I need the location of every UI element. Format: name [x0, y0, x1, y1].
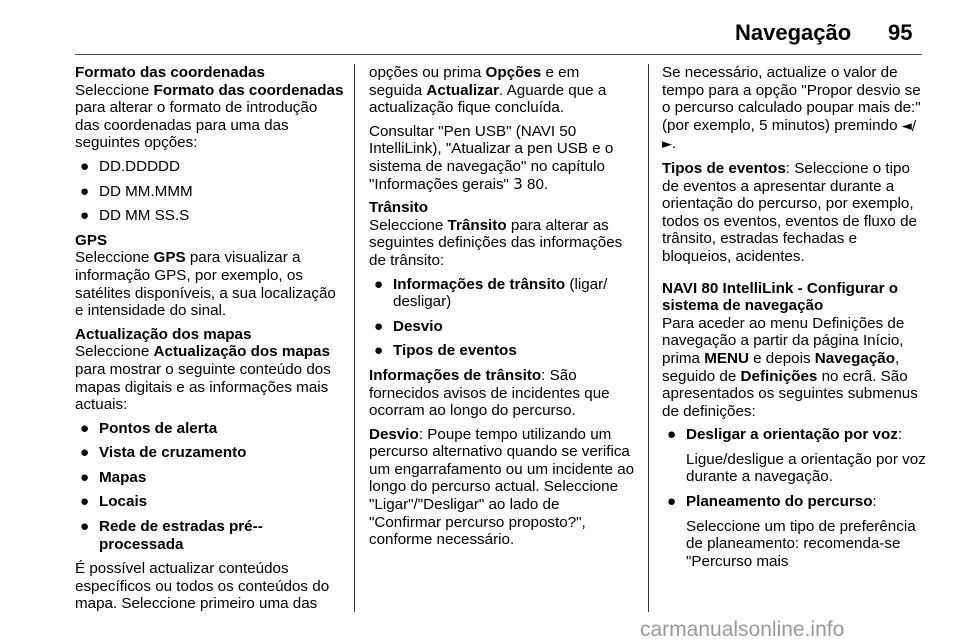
maps-list [75, 420, 345, 554]
detour-time-paragraph: Se necessário, actualize o valor de tempo para a opção "Propor desvio se o percurso calculado poupar mais de:" (por exemplo, 5 minutos) premindo ◄/►. [662, 64, 921, 153]
bullet-icon: ● [80, 157, 90, 175]
header-rule [75, 54, 922, 55]
column-2 [369, 64, 635, 555]
bullet-icon: ● [80, 419, 90, 437]
list-item: ● DD MM.MMM [80, 182, 193, 200]
list-item-description: Ligue/desligue a orientação por voz durante a navegação. [686, 450, 926, 486]
gps-paragraph: Seleccione GPS para visualizar a informação GPS, por exemplo, os satélites disponíveis, a sua localização e intensidade do sinal. [75, 249, 336, 320]
bullet-icon: ● [80, 468, 90, 486]
section-heading-coordinates: Formato das coordenadas [75, 64, 265, 81]
maps-paragraph-2: É possível actualizar conteúdos específicos ou todos os conteúdos do mapa. Seleccione primeiro uma das [75, 560, 330, 613]
list-item: ● Planeamento do percurso: Seleccione um tipo de preferência de planeamento: recomenda-se "Percurso mais [662, 493, 930, 570]
column-divider [648, 64, 649, 612]
traffic-info-paragraph: Informações de trânsito: São fornecidos avisos de incidentes que ocorram ao longo do percurso. [369, 366, 610, 420]
section-heading-gps: GPS [75, 231, 108, 249]
page-header [0, 0, 960, 52]
menu-term: GPS [153, 249, 186, 267]
bullet-icon: ● [374, 342, 384, 360]
arrow-left-right-icon: ◄/► [662, 118, 917, 153]
list-item: ● DD MM SS.S [80, 207, 190, 225]
menu-term: MENU [704, 349, 749, 367]
navi80-paragraph: Para aceder ao menu Definições de navegação a partir da página Início, prima MENU e depois Navegação, seguido de Definições no ecrã. São apresentados os seguintes submenus de definições: [662, 314, 918, 420]
menu-term: Navegação [814, 349, 895, 367]
bullet-icon: ● [667, 426, 677, 444]
list-item: ● Mapas [80, 468, 147, 486]
coordinates-list [75, 158, 345, 225]
section-heading-traffic: Trânsito [369, 199, 429, 217]
navi80-list [662, 426, 930, 570]
page-reference-icon: 3 [513, 174, 523, 193]
event-types-paragraph: Tipos de eventos: Seleccione o tipo de eventos a apresentar durante a orientação do percurso, por exemplo, todos os eventos, eventos de fluxo de trânsito, estradas fechadas e bloqueios, acidentes. [662, 159, 917, 265]
detour-paragraph: Desvio: Poupe tempo utilizando um percurso alternativo quando se verifica um engarrafamento ou um incidente ao longo do percurso actual. Seleccione "Ligar"/"Desligar" ao lado de "Confirmar percurso proposto?", conforme necessário. [369, 425, 635, 549]
list-item: ● Pontos de alerta [80, 419, 218, 437]
page-number: 95 [888, 20, 913, 45]
bullet-icon: ● [80, 518, 90, 536]
traffic-paragraph: Seleccione Trânsito para alterar as seguintes definições das informações de trânsito: [369, 216, 623, 269]
bullet-icon: ● [374, 275, 384, 293]
bullet-icon: ● [80, 182, 90, 200]
bullet-icon: ● [80, 207, 90, 225]
column-1 [75, 64, 345, 619]
maps-paragraph: Seleccione Actualização dos mapas para mostrar o seguinte conteúdo dos mapas digitais e as informações mais actuais: [75, 343, 331, 414]
column-divider [354, 64, 355, 612]
menu-term: Definições [740, 367, 818, 385]
section-heading-navi80: NAVI 80 IntelliLink - Configurar o sistema de navegação [662, 279, 898, 315]
watermark: carmanualsonline.info [640, 618, 845, 641]
bullet-icon: ● [80, 444, 90, 462]
list-item: ● Vista de cruzamento [80, 444, 247, 462]
menu-term: Actualizar [426, 81, 500, 99]
page-title: Navegação [735, 20, 852, 45]
menu-term: Actualização dos mapas [153, 343, 330, 361]
list-item: ● Locais [80, 493, 148, 511]
section-heading-maps: Actualização dos mapas [75, 325, 252, 343]
list-item: ● DD.DDDDD [80, 157, 180, 175]
column-3 [662, 64, 930, 577]
usb-paragraph: Consultar "Pen USB" (NAVI 50 IntelliLink), "Atualizar a pen USB e o sistema de navegação" no capítulo "Informações gerais" 3 80. [369, 122, 614, 193]
menu-term: Formato das coordenadas [153, 81, 344, 99]
list-item: ● Tipos de eventos [374, 342, 517, 360]
list-item: ● Desvio [374, 317, 443, 335]
traffic-list [369, 276, 635, 360]
menu-term: Opções [485, 64, 542, 81]
bullet-icon: ● [80, 493, 90, 511]
options-paragraph: opções ou prima Opções e em seguida Actualizar. Aguarde que a actualização fique concluída. [369, 64, 607, 117]
list-item: ● Rede de estradas pré--processada [80, 518, 263, 553]
bullet-icon: ● [667, 493, 677, 511]
list-item: ● Desligar a orientação por voz: Ligue/desligue a orientação por voz durante a navegação. [662, 426, 930, 486]
list-item-description: Seleccione um tipo de preferência de planeamento: recomenda-se "Percurso mais [686, 517, 916, 570]
coordinates-paragraph: Seleccione Formato das coordenadas para alterar o formato de introdução das coordenadas para uma das seguintes opções: [75, 81, 344, 152]
list-item: ● Informações de trânsito (ligar/ desligar) [374, 275, 608, 311]
menu-term: Trânsito [447, 216, 507, 234]
bullet-icon: ● [374, 317, 384, 335]
